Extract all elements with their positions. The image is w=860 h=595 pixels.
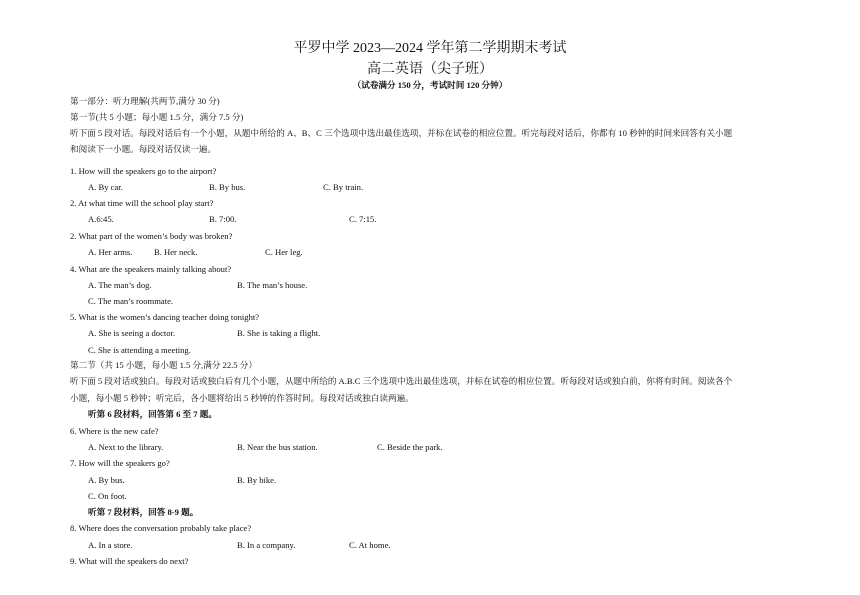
material-6-instruction: 听第 6 段材料，回答第 6 至 7 题。: [88, 409, 217, 419]
question-4-option-c: C. The man’s roommate.: [88, 296, 174, 306]
question-1-option-b: B. By bus.: [209, 182, 246, 192]
question-5-stem: 5. What is the women’s dancing teacher doing tonight?: [70, 312, 260, 322]
question-6-option-c: C. Beside the park.: [377, 442, 443, 452]
question-8-option-a: A. In a store.: [88, 540, 133, 550]
section2-instruction-line1: 听下面 5 段对话或独白。每段对话或独白后有几个小题，从题中所给的 A.B.C 三个选项中选出最佳选项，并标在试卷的相应位置。听每段对话或独白前，你将有时间。阅读各个: [70, 376, 733, 386]
question-7-option-b: B. By bike.: [237, 475, 277, 485]
question-7-option-a: A. By bus.: [88, 475, 125, 485]
question-6-option-a: A. Next to the library.: [88, 442, 164, 452]
question-2-option-c: C. 7:15.: [349, 214, 377, 224]
question-1-option-c: C. By train.: [323, 182, 364, 192]
question-1-option-a: A. By car.: [88, 182, 123, 192]
section2-heading: 第二节（共 15 小题，每小题 1.5 分,满分 22.5 分）: [70, 360, 257, 370]
question-5-option-a: A. She is seeing a doctor.: [88, 328, 176, 338]
question-3-option-b: B. Her neck.: [154, 247, 198, 257]
question-3-option-c: C. Her leg.: [265, 247, 303, 257]
question-3-stem: 2. What part of the women’s body was broken?: [70, 231, 233, 241]
question-8-option-b: B. In a company.: [237, 540, 296, 550]
question-8-stem: 8. Where does the conversation probably take place?: [70, 523, 252, 533]
question-4-stem: 4. What are the speakers mainly talking about?: [70, 264, 232, 274]
question-4-option-a: A. The man’s dog.: [88, 280, 152, 290]
section1-heading: 第一节(共 5 小题；每小题 1.5 分，满分 7.5 分): [70, 112, 244, 122]
part1-heading: 第一部分：听力理解(共两节,满分 30 分): [70, 96, 220, 106]
question-6-stem: 6. Where is the new cafe?: [70, 426, 159, 436]
question-3-option-a: A. Her arms.: [88, 247, 133, 257]
question-5-option-b: B. She is taking a flight.: [237, 328, 321, 338]
question-2-stem: 2. At what time will the school play start?: [70, 198, 214, 208]
question-2-option-b: B. 7:00.: [209, 214, 237, 224]
question-9-stem: 9. What will the speakers do next?: [70, 556, 189, 566]
question-5-option-c: C. She is attending a meeting.: [88, 345, 191, 355]
section1-instruction-line2: 和阅读下一小题。每段对话仅读一遍。: [70, 144, 217, 154]
question-7-option-c: C. On foot.: [88, 491, 127, 501]
question-2-option-a: A.6:45.: [88, 214, 114, 224]
question-4-option-b: B. The man’s house.: [237, 280, 308, 290]
question-6-option-b: B. Near the bus station.: [237, 442, 318, 452]
section1-instruction-line1: 听下面 5 段对话。每段对话后有一个小题，从题中所给的 A、B、C 三个选项中选出最佳选项，并标在试卷的相应位置。听完每段对话后，你都有 10 秒钟的时间来回答有关小题: [70, 128, 733, 138]
material-7-instruction: 听第 7 段材料，回答 8-9 题。: [88, 507, 199, 517]
exam-title: 平罗中学 2023—2024 学年第二学期期末考试: [293, 41, 567, 56]
question-8-option-c: C. At home.: [349, 540, 391, 550]
question-1-stem: 1. How will the speakers go to the airport?: [70, 166, 217, 176]
exam-note: （试卷满分 150 分，考试时间 120 分钟）: [352, 80, 508, 90]
exam-subtitle: 高二英语（尖子班）: [367, 62, 493, 77]
question-7-stem: 7. How will the speakers go?: [70, 458, 170, 468]
section2-instruction-line2: 小题，每小题 5 秒钟；听完后，各小题将给出 5 秒钟的作答时间。每段对话或独白读两遍。: [70, 393, 414, 403]
